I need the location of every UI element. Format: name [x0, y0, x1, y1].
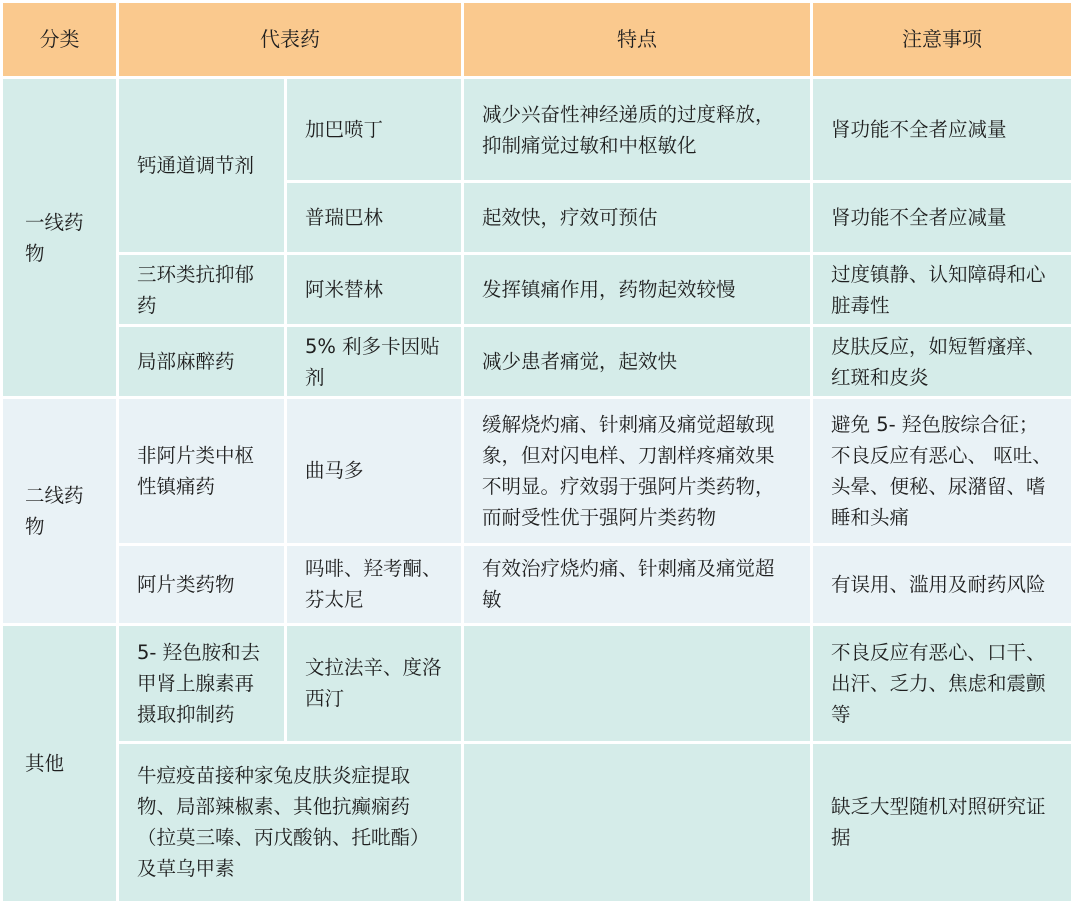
table-row: [2, 254, 1071, 326]
drug-class-cell: 局部麻醉药: [118, 326, 286, 398]
header-row: [2, 2, 1071, 78]
precautions-cell: 有误用、滥用及耐药风险: [812, 544, 1071, 624]
table-row: [2, 78, 1071, 182]
category-cell: 二线药物: [2, 398, 118, 624]
table-row: [2, 326, 1071, 398]
drug-class-cell: 钙通道调节剂: [118, 78, 286, 254]
precautions-cell: 缺乏大型随机对照研究证据: [812, 742, 1071, 902]
precautions-cell: 不良反应有恶心、口干、出汗、乏力、焦虑和震颤等: [812, 624, 1071, 742]
table-row: [2, 544, 1071, 624]
drug-class-cell: 三环类抗抑郁药: [118, 254, 286, 326]
features-cell: [463, 742, 812, 902]
drug-cell: 文拉法辛、度洛西汀: [286, 624, 463, 742]
table-row: [2, 742, 1071, 902]
features-cell: 起效快，疗效可预估: [463, 182, 812, 254]
table-row: [2, 624, 1071, 742]
drug-cell: 曲马多: [286, 398, 463, 544]
drug-cell: 阿米替林: [286, 254, 463, 326]
drug-class-cell: 阿片类药物: [118, 544, 286, 624]
drug-cell: 5% 利多卡因贴剂: [286, 326, 463, 398]
table-row: [2, 398, 1071, 544]
drug-cell: 加巴喷丁: [286, 78, 463, 182]
features-cell: 减少患者痛觉，起效快: [463, 326, 812, 398]
features-cell: 缓解烧灼痛、针刺痛及痛觉超敏现象，但对闪电样、刀割样疼痛效果不明显。疗效弱于强阿片类药物，而耐受性优于强阿片类药物: [463, 398, 812, 544]
drug-cell: 吗啡、羟考酮、芬太尼: [286, 544, 463, 624]
features-cell: 发挥镇痛作用，药物起效较慢: [463, 254, 812, 326]
precautions-cell: 皮肤反应，如短暂瘙痒、红斑和皮炎: [812, 326, 1071, 398]
features-cell: 减少兴奋性神经递质的过度释放，抑制痛觉过敏和中枢敏化: [463, 78, 812, 182]
drug-cell: 普瑞巴林: [286, 182, 463, 254]
precautions-cell: 肾功能不全者应减量: [812, 182, 1071, 254]
features-cell: [463, 624, 812, 742]
precautions-cell: 肾功能不全者应减量: [812, 78, 1071, 182]
features-cell: 有效治疗烧灼痛、针刺痛及痛觉超敏: [463, 544, 812, 624]
drug-class-cell: 非阿片类中枢性镇痛药: [118, 398, 286, 544]
header-precautions: 注意事项: [812, 2, 1071, 78]
precautions-cell: 过度镇静、认知障碍和心脏毒性: [812, 254, 1071, 326]
category-cell: 一线药物: [2, 78, 118, 398]
header-representative-drug: 代表药: [118, 2, 463, 78]
drug-class-cell: 5- 羟色胺和去甲肾上腺素再摄取抑制药: [118, 624, 286, 742]
header-features: 特点: [463, 2, 812, 78]
precautions-cell: 避免 5- 羟色胺综合征；不良反应有恶心、 呕吐、头晕、便秘、尿潴留、嗜睡和头痛: [812, 398, 1071, 544]
header-category: 分类: [2, 2, 118, 78]
category-cell: 其他: [2, 624, 118, 902]
drug-class-cell: 牛痘疫苗接种家兔皮肤炎症提取物、局部辣椒素、其他抗癫痫药（拉莫三嗪、丙戊酸钠、托吡酯）及草乌甲素: [118, 742, 463, 902]
